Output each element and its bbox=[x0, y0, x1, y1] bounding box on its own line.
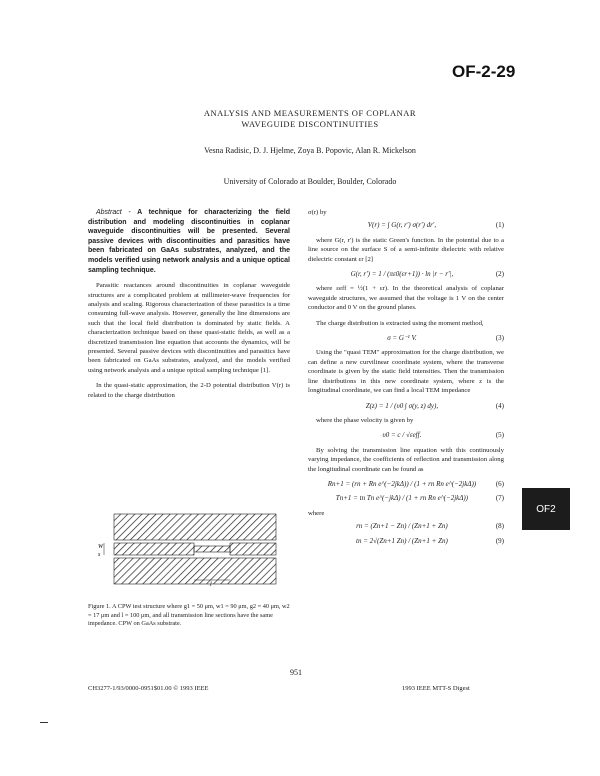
label-w: W bbox=[98, 544, 103, 550]
phase-velocity-text: where the phase velocity is given by bbox=[316, 416, 414, 424]
equation-8 bbox=[308, 522, 504, 531]
affiliation: University of Colorado at Boulder, Boulder, Colorado bbox=[223, 177, 397, 186]
authors: Vesna Radisic, D. J. Hjelme, Zoya B. Popovic, Alan R. Mickelson bbox=[204, 146, 416, 155]
equation-5-expr: υ0 = c / √εeff. bbox=[382, 431, 422, 440]
equation-7 bbox=[308, 494, 504, 503]
center-conductor-left bbox=[114, 543, 194, 555]
equation-9-expr: tn = 2√(Zn+1 Zn) / (Zn+1 + Zn) bbox=[356, 536, 448, 545]
equation-7-number: (7) bbox=[495, 494, 504, 503]
intro-paragraph: Parasitic reactances around discontinuities in coplanar waveguide structures are a complicated problem at millimeter-wave frequencies for analysis and scaling. Rigorous characterization of these parasitics is a time consuming full-wave analysis. However, generally the line dimensions are such that the local field distribution is dominated by static fields. A characterization technique based on these quasi-static fields, as well as a discretized transmission line equation that accounts the dynamics, will be presented. Several passive devices with discontinuities and parasitics have been fabricated on GaAs substrates, analyzed, and the models verified using network analysis and a unique optical sampling technique [1]. bbox=[88, 282, 290, 374]
equation-3-number: (3) bbox=[495, 334, 504, 343]
label-s: s bbox=[98, 552, 101, 558]
title-line-2: WAVEGUIDE DISCONTINUITIES bbox=[241, 119, 379, 129]
equation-2 bbox=[308, 270, 504, 279]
center-conductor-right bbox=[230, 543, 276, 555]
equation-1-number: (1) bbox=[495, 221, 504, 230]
equation-4-number: (4) bbox=[495, 401, 504, 410]
equation-7-expr: Tn+1 = tn Tn e^(−jkΔ) / (1 + rn Rn e^(−2jkΔ)) bbox=[335, 494, 469, 503]
section-tab: OF2 bbox=[522, 488, 570, 530]
charge-text: The charge distribution is extracted using the moment method, bbox=[316, 319, 484, 327]
abstract bbox=[88, 208, 290, 275]
transmission-line-text: By solving the transmission line equation with this continuously varying impedance, the coefficients of reflection and transmission along the longitudinal coordinate can be found as bbox=[308, 446, 504, 473]
equation-8-expr: rn = (Zn+1 − Zn) / (Zn+1 + Zn) bbox=[356, 522, 448, 531]
quasi-tem-text: Using the "quasi TEM" approximation for the charge distribution, we can define a new curvilinear coordinate system, where the transverse coordinate is given by the static field intensities. Then the transmission line distributions in this new coordinate system, where z is the longitudinal coordinate, we can find a local TEM impedance bbox=[308, 349, 504, 395]
equation-5 bbox=[308, 431, 504, 440]
equation-9-number: (9) bbox=[495, 536, 504, 545]
ground-plane-top bbox=[114, 514, 276, 540]
paper-title bbox=[150, 108, 470, 130]
equation-1 bbox=[308, 221, 504, 230]
equation-1-expr: V(r) = ∫ G(r, r′) σ(r′) dr′, bbox=[367, 221, 437, 230]
equation-intro: σ(r) by bbox=[308, 209, 327, 216]
equation-4-expr: Z(z) = 1 / (υ0 ∫ σ(y, z) dy), bbox=[365, 401, 439, 410]
center-conductor-narrow bbox=[194, 546, 230, 552]
margin-mark bbox=[40, 722, 48, 723]
copyright-line: CH3277-1/93/0000-0951$01.00 © 1993 IEEE bbox=[88, 685, 209, 692]
abstract-lead: Abstract - bbox=[96, 209, 131, 216]
quasi-static-paragraph: In the quasi-static approximation, the 2-D potential distribution V(r) is related to the charge distribution bbox=[88, 382, 290, 399]
equation-2-expr: G(r, r′) = 1 / (πε0(εr+1)) · ln |r − r′|, bbox=[350, 270, 454, 279]
cpw-structure-figure bbox=[96, 510, 282, 586]
figure-caption: Figure 1. A CPW test structure where g1 = 50 μm, w1 = 90 μm, g2 = 40 μm, w2 = 17 μm and l = 100 μm, and all transmission line sections have the same impedance. CPW on GaAs substrate. bbox=[88, 603, 290, 627]
where-text: where bbox=[308, 509, 325, 517]
equation-6 bbox=[308, 480, 504, 489]
equation-2-number: (2) bbox=[495, 270, 504, 279]
left-column bbox=[88, 208, 290, 406]
green-function-text: where G(r, r′) is the static Green's function. In the potential due to a line source on the surface S of a semi-infinite dielectric with relative dielectric constant εr [2] bbox=[308, 236, 504, 263]
label-l: l bbox=[210, 582, 212, 586]
session-code: OF-2-29 bbox=[452, 62, 516, 81]
right-column bbox=[308, 208, 504, 551]
proceedings-name: 1993 IEEE MTT-S Digest bbox=[402, 685, 470, 692]
abstract-text: A technique for characterizing the field distribution and modeling discontinuities in coplanar waveguide discontinuities will be presented. Several passive devices with discontinuities and parasitics have been fabricated on GaAs substrates, analyzed, and the models verified using network analysis and a unique optical sampling technique. bbox=[88, 209, 291, 274]
eeff-text: where εeff = ½(1 + εr). In the theoretical analysis of coplanar waveguide structures, we assumed that the voltage is 1 V on the center conductor and 0 V on the ground planes. bbox=[308, 285, 504, 312]
equation-9 bbox=[308, 537, 504, 546]
equation-5-number: (5) bbox=[495, 431, 504, 440]
equation-8-number: (8) bbox=[495, 522, 504, 531]
page-number: 951 bbox=[290, 668, 302, 677]
equation-3 bbox=[308, 334, 504, 343]
equation-3-expr: σ = G⁻¹ V. bbox=[387, 334, 417, 343]
equation-6-expr: Rn+1 = (rn + Rn e^(−2jkΔ)) / (1 + rn Rn e^(−2jkΔ)) bbox=[327, 479, 477, 488]
equation-6-number: (6) bbox=[495, 479, 504, 488]
title-line-1: ANALYSIS AND MEASUREMENTS OF COPLANAR bbox=[203, 108, 417, 118]
equation-4 bbox=[308, 402, 504, 411]
